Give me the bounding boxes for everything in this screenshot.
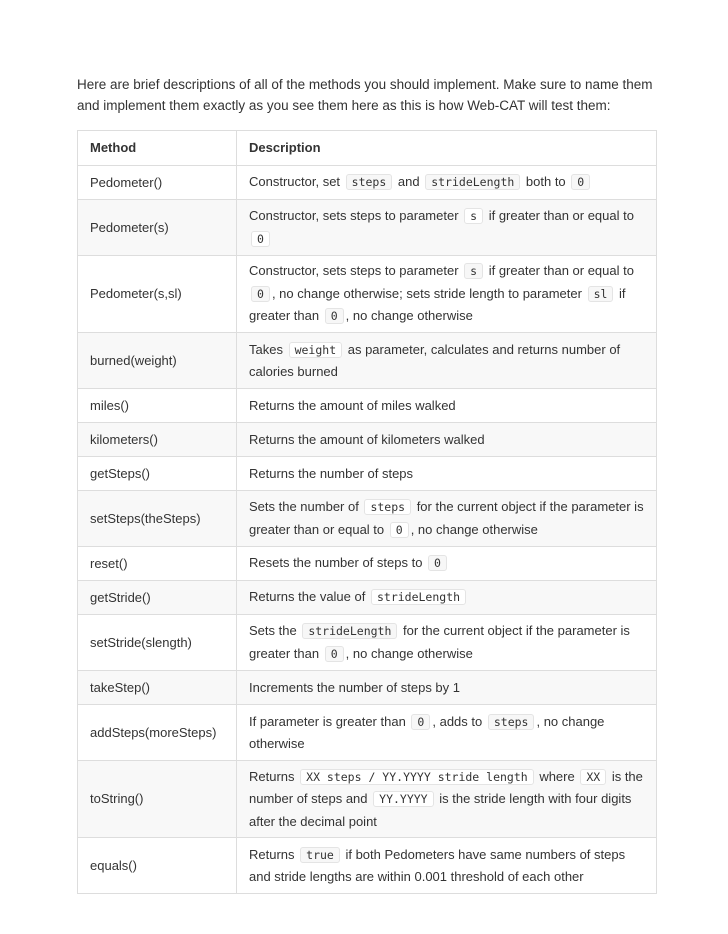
- description-text: , no change otherwise: [249, 713, 605, 751]
- description-text: is the stride length with four digits after the decimal point: [249, 791, 632, 829]
- description-text: for the current object if the parameter is greater than: [249, 623, 630, 661]
- description-text: , no change otherwise: [345, 308, 473, 324]
- description-text: , no change otherwise: [410, 521, 538, 537]
- description-text: Returns: [249, 768, 299, 784]
- inline-code: 0: [428, 555, 447, 571]
- description-cell: [237, 491, 657, 547]
- description-text: Resets the number of steps to: [249, 555, 427, 571]
- inline-code: XX: [580, 769, 606, 785]
- description-cell: [237, 671, 657, 705]
- description-cell: [237, 705, 657, 761]
- description-text: is the number of steps and: [249, 768, 643, 807]
- table-row: [78, 389, 657, 423]
- description-cell: [237, 333, 657, 389]
- method-cell: addSteps(moreSteps): [78, 705, 237, 761]
- table-row: [78, 457, 657, 491]
- table-row: [78, 200, 657, 256]
- description-cell: [237, 200, 657, 256]
- inline-code: XX steps / YY.YYYY stride length: [300, 769, 534, 785]
- inline-code: strideLength: [371, 589, 466, 605]
- description-text: Sets the: [249, 623, 301, 638]
- description-text: both to: [522, 174, 570, 190]
- description-text: for the current object if the parameter is greater than or equal to: [249, 499, 644, 537]
- description-text: if greater than or equal to: [485, 263, 634, 279]
- table-row: [78, 671, 657, 705]
- inline-code: strideLength: [302, 623, 397, 639]
- table-row: [78, 838, 657, 894]
- description-cell: [237, 838, 657, 894]
- description-cell: [237, 166, 657, 200]
- description-cell: [237, 615, 657, 671]
- inline-code: sl: [588, 286, 614, 302]
- description-text: Sets the number of: [249, 499, 363, 514]
- table-row: [78, 581, 657, 615]
- method-cell: reset(): [78, 547, 237, 581]
- method-cell: Pedometer(s,sl): [78, 256, 237, 333]
- description-text: Returns the amount of miles walked: [249, 397, 456, 413]
- description-text: Returns the number of steps: [249, 465, 414, 481]
- description-text: and: [394, 174, 424, 190]
- method-cell: getSteps(): [78, 457, 237, 491]
- inline-code: 0: [325, 308, 344, 324]
- inline-code: steps: [488, 714, 535, 730]
- table-row: [78, 491, 657, 547]
- description-text: Returns: [249, 846, 299, 862]
- inline-code: s: [464, 263, 483, 279]
- methods-table: [77, 130, 657, 894]
- description-text: Returns the amount of kilometers walked: [249, 431, 485, 447]
- description-text: Constructor, sets steps to parameter: [249, 208, 463, 223]
- method-cell: miles(): [78, 389, 237, 423]
- table-row: [78, 705, 657, 761]
- table-row: [78, 166, 657, 200]
- inline-code: 0: [390, 522, 409, 538]
- table-row: [78, 615, 657, 671]
- method-cell: getStride(): [78, 581, 237, 615]
- description-text: , no change otherwise; sets stride length to parameter: [271, 285, 586, 301]
- inline-code: 0: [571, 174, 590, 190]
- description-text: If parameter is greater than: [249, 713, 410, 729]
- method-cell: setStride(slength): [78, 615, 237, 671]
- description-text: , adds to: [432, 713, 486, 729]
- description-text: if greater than: [249, 285, 626, 324]
- table-row: [78, 761, 657, 838]
- inline-code: YY.YYYY: [373, 791, 433, 807]
- inline-code: true: [300, 847, 340, 863]
- intro-paragraph: Here are brief descriptions of all of the methods you should implement. Make sure to name them and implement them exactly as you see them here as this is how Web-CAT will test them:: [77, 77, 653, 113]
- description-text: , no change otherwise: [345, 645, 473, 661]
- table-row: [78, 547, 657, 581]
- description-cell: [237, 423, 657, 457]
- description-text: Constructor, sets steps to parameter: [249, 263, 463, 279]
- description-text: Increments the number of steps by 1: [249, 679, 460, 695]
- table-row: [78, 423, 657, 457]
- description-text: Takes: [249, 341, 287, 357]
- inline-code: 0: [325, 646, 344, 662]
- table-row: [78, 333, 657, 389]
- description-cell: [237, 256, 657, 333]
- header-description: Description: [237, 131, 657, 166]
- inline-code: strideLength: [425, 174, 520, 190]
- method-cell: takeStep(): [78, 671, 237, 705]
- description-text: Constructor, set: [249, 174, 344, 190]
- inline-code: weight: [289, 342, 343, 358]
- method-cell: kilometers(): [78, 423, 237, 457]
- description-cell: [237, 389, 657, 423]
- inline-code: s: [464, 208, 483, 224]
- description-text: Returns the value of: [249, 589, 369, 605]
- inline-code: steps: [364, 499, 411, 515]
- description-text: if greater than or equal to: [485, 208, 634, 223]
- table-row: [78, 256, 657, 333]
- description-cell: [237, 547, 657, 581]
- inline-code: 0: [411, 714, 430, 730]
- inline-code: steps: [346, 174, 393, 190]
- table-body: [78, 166, 657, 894]
- inline-code: 0: [251, 231, 270, 247]
- header-method: Method: [78, 131, 237, 166]
- table-header-row: [78, 131, 657, 166]
- description-cell: [237, 457, 657, 491]
- description-cell: [237, 581, 657, 615]
- description-text: if both Pedometers have same numbers of steps and stride lengths are within 0.001 threshold of each other: [249, 846, 626, 884]
- method-cell: setSteps(theSteps): [78, 491, 237, 547]
- method-cell: equals(): [78, 838, 237, 894]
- method-cell: Pedometer(): [78, 166, 237, 200]
- method-cell: toString(): [78, 761, 237, 838]
- inline-code: 0: [251, 286, 270, 302]
- description-text: as parameter, calculates and returns number of calories burned: [249, 341, 621, 379]
- method-cell: Pedometer(s): [78, 200, 237, 256]
- description-text: where: [535, 768, 579, 784]
- description-cell: [237, 761, 657, 838]
- method-cell: burned(weight): [78, 333, 237, 389]
